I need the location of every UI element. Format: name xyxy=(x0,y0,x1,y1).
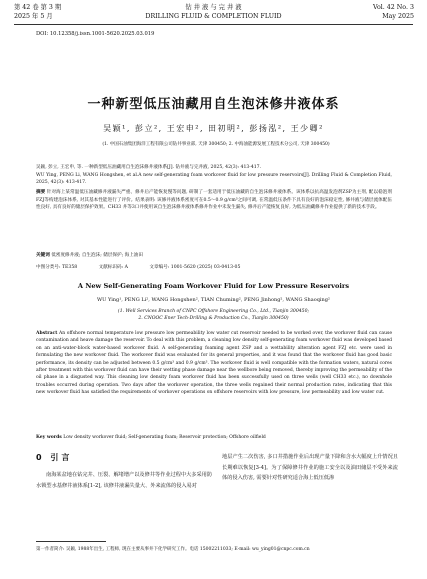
abstract-cn-text: 针对海上某常温低压油藏修井液漏失严重、修井后产能恢复慢等问题, 研制了一套适用于低压油藏的自生泡沫修井液体系。该体系以抗高温发泡剂ZSP为主剂, 配以稳泡剂FZJ等构建泡沫体系, 对其基本性能进行了评价。结果表明: 该修井液体系密度可在0.5～0.9 g/cm³之间可调, 在常温低压条件下具有良好的泡沫稳定性, 修井液与储层流体配伍性良好, 具有良好的储层保护效果。CH33 井等3口井使用该自生泡沫修井液体系修井作业中未发生漏失, 修井后产能恢复良好, 为低压油藏修井作业提供了新的技术手段。 xyxy=(36,190,392,211)
affiliation-en-2: 2. CNOOC Ener Tech-Drilling & Production Co., Tianjin 300450) xyxy=(138,316,289,321)
abstract-cn xyxy=(36,189,392,212)
document-code: 文献标识码: A xyxy=(98,265,128,270)
citation xyxy=(36,164,392,187)
footnote-rule xyxy=(36,541,106,542)
affiliation-cn: (1. 中国石油集团海洋工程有限公司钻井事业部, 天津 300450; 2. 中海油能源发展工程技术分公司, 天津 300450) xyxy=(102,142,330,147)
section-heading: 0 引言 xyxy=(36,453,73,462)
body-text-left: 南海某盆地在钻完井、压裂、解堵增产以及修井等作业过程中大多采用防水锁型水基修井液体系[1-2], 该修井液漏失量大、外来流体的侵入易对 xyxy=(36,472,213,489)
keywords-cn-label: 关键词 xyxy=(36,253,50,258)
footnote: 第一作者简介: 吴颖, 1988年出生, 工程师, 现在主要从事井下化学研究工作。电话 15002211033; E-mail: wu_ying01@cnpc.com.cn xyxy=(36,547,310,552)
abstract-cn-label: 摘要 xyxy=(36,190,46,195)
article-number: 文章编号: 1001-5620 (2025) 03-0413-05 xyxy=(149,265,241,270)
clc-number: 中图分类号: TE358 xyxy=(36,265,78,270)
header-volume-en: Vol. 42 No. 3 xyxy=(373,4,414,11)
citation-en: WU Ying, PENG Li, WANG Hongshen, et al.A new self-generating foam workover fluid for low pressure reservoirs[J]. Drilling Fluid & Completion Fluid, 2025, 42(3): 413-417. xyxy=(36,172,392,186)
abstract-en-text: An offshore normal temperature low pressure low permeability low water cut reservoir needed to be worked over, the workover fluid can cause contamination and heave damage the reservoir. To deal with this problem, a cleaning low density self-generating foam workover fluid was developed based on an anti-water-block water-based workover fluid. A self-generating foaming agent ZSP and a wettability alteration agent FZJ etc. were used in formulating the new workover fluid. The workover fluid was evaluated for its general properties, and it was found that the workover fluid has good basic performance, its density can be adjusted between 0.5 g/cm³ and 0.9 g/cm³. The workover fluid is well compatible with the formation waters, natural cores after treatment with this workover fluid can have their wetting phase damage near the wellbore being removed, thereby improving the permeability of the oil phase in a disgusted way. This cleaning low density foam workover fluid has been successfully used on three wells (well CH33 etc.), no downhole troubles occurred during operation. Two days after the workover operation, the three wells regained their normal production rates, indicating that this new workover fluid has satisfied the requirements of workover operations on offshore reservoirs with low pressure, low permeability and low water cut. xyxy=(36,331,392,396)
journal-name-en: DRILLING FLUID & COMPLETION FLUID xyxy=(145,13,282,20)
doi: DOI: 10.12358/j.issn.1001-5620.2025.03.019 xyxy=(36,31,155,37)
keywords-en-text: Low density workover fluid; Self-generating foam; Reservoir protection; Offshore oilfield xyxy=(63,435,266,440)
affiliations-en xyxy=(20,308,407,322)
title-cn: 一种新型低压油藏用自生泡沫修井液体系 xyxy=(87,97,340,112)
keywords-en-label: Key words xyxy=(36,435,62,440)
body-text-right: 地层产生二次伤害, 多口井措施作业后出现产量下降和含水大幅度上升情况且长期难以恢复[3-4]。为了保障修井作业的施工安全以及油田储层不受外来流体的侵入伤害, 需要针对性研究适合海上低压低渗 xyxy=(222,454,398,481)
title-en: A New Self-Generating Foam Workover Fluid for Low Pressure Reservoirs xyxy=(77,282,350,290)
classification-line xyxy=(36,264,392,270)
abstract-en xyxy=(36,330,392,397)
authors-en: WU Ying¹, PENG Li², WANG Hongshen², TIAN Chuming², PENG Jinhong², WANG Shaoqing² xyxy=(97,297,330,303)
affiliations-cn xyxy=(36,141,396,148)
authors-cn: 吴颖¹, 彭立², 王宏申², 田初明², 彭扬泓², 王少卿² xyxy=(103,124,324,133)
header-volume-cn: 第 42 卷 第 3 期 xyxy=(14,4,62,11)
header-date-cn: 2025 年 5 月 xyxy=(14,13,53,20)
affiliation-en-1: (1. Well Services Branch of CNPC Offshore Engineering Co., Ltd., Tianjin 300450; xyxy=(117,309,310,314)
journal-volume-cn xyxy=(14,3,124,21)
journal-name-cn: 钻 井 液 与 完 井 液 xyxy=(185,4,242,11)
abstract-en-label: Abstract xyxy=(36,331,58,336)
keywords-cn xyxy=(36,252,392,260)
keywords-en xyxy=(36,434,392,442)
header-rule xyxy=(14,24,413,25)
journal-name xyxy=(115,3,312,21)
journal-volume-en xyxy=(310,3,414,21)
keywords-cn-text: 低密度修井液; 自生泡沫; 储层保护; 海上油田 xyxy=(51,253,143,258)
citation-cn: 吴颖, 彭立, 王宏申, 等. 一种新型低压油藏用自生泡沫修井液体系[J]. 钻井液与完井液, 2025, 42(3): 413-417. xyxy=(36,165,262,170)
header-date-en: May 2025 xyxy=(382,13,414,20)
